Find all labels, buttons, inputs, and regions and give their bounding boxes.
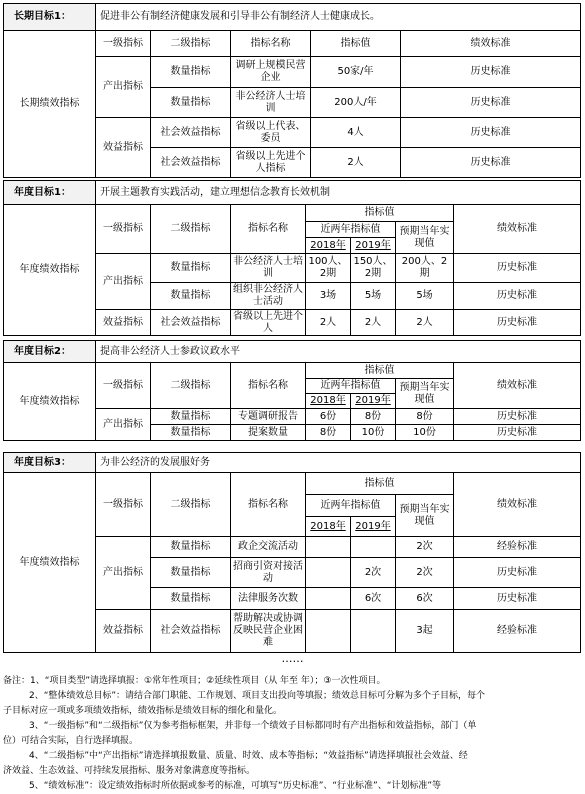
table-cell: 社会效益指标 bbox=[151, 610, 231, 653]
col-indicator-name: 指标名称 bbox=[231, 363, 306, 409]
benefit-label: 效益指标 bbox=[96, 310, 151, 336]
col-recent: 近两年指标值 bbox=[306, 379, 396, 394]
perf-label: 年度绩效指标 bbox=[4, 363, 96, 441]
table-cell: 2人 bbox=[306, 310, 351, 336]
table-cell: 3场 bbox=[306, 283, 351, 310]
table-cell: 招商引资对接活动 bbox=[231, 558, 306, 588]
footnote-line: 3、“一级指标”和“二级指标”仅为参考指标框架，并非每一个绩效子目标都同时有产出指标和效益指标，部门（单 bbox=[29, 721, 477, 731]
table-cell: 历史标准 bbox=[401, 118, 581, 148]
table-cell: 历史标准 bbox=[454, 558, 581, 588]
output-label: 产出指标 bbox=[96, 409, 151, 441]
col-expected: 预期当年实现值 bbox=[396, 379, 454, 409]
col-2019: 2019年 bbox=[351, 238, 396, 254]
col-indicator-value: 指标值 bbox=[306, 363, 454, 379]
benefit-label: 效益指标 bbox=[96, 118, 151, 178]
col-expected: 预期当年实现值 bbox=[396, 222, 454, 254]
col-level2: 二级指标 bbox=[151, 31, 231, 57]
table-cell: 10份 bbox=[396, 425, 454, 441]
table-cell bbox=[351, 610, 396, 653]
table-cell: 省级以上代表、委员 bbox=[231, 118, 311, 148]
col-2018: 2018年 bbox=[306, 394, 351, 409]
table-cell: 历史标准 bbox=[454, 409, 581, 425]
table-cell: 历史标准 bbox=[454, 254, 581, 283]
table-cell: 8份 bbox=[306, 425, 351, 441]
perf-label: 长期绩效指标 bbox=[4, 31, 96, 178]
table-cell: 历史标准 bbox=[454, 588, 581, 610]
goal-label: 年度目标2： bbox=[4, 341, 96, 363]
table-cell: 历史标准 bbox=[401, 88, 581, 118]
col-level2: 二级指标 bbox=[151, 473, 231, 537]
table-cell: 数量指标 bbox=[151, 57, 231, 88]
table-cell: 6次 bbox=[396, 588, 454, 610]
table-cell bbox=[306, 588, 351, 610]
goal-text: 提高非公经济人士参政议政水平 bbox=[96, 341, 581, 363]
col-indicator-name: 指标名称 bbox=[231, 31, 311, 57]
table-cell: 5场 bbox=[396, 283, 454, 310]
goal-text: 开展主题教育实践活动，建立理想信念教育长效机制 bbox=[96, 181, 581, 205]
footnote-line: 子目标对应一项或多项绩效指标，绩效指标是绩效目标的细化和量化。 bbox=[3, 706, 283, 716]
col-2018: 2018年 bbox=[306, 238, 351, 254]
goal-label: 长期目标1： bbox=[4, 4, 96, 31]
table-cell: 数量指标 bbox=[151, 558, 231, 588]
output-label: 产出指标 bbox=[96, 254, 151, 310]
col-level1: 一级指标 bbox=[96, 363, 151, 409]
table-cell: 历史标准 bbox=[454, 425, 581, 441]
col-indicator-value: 指标值 bbox=[311, 31, 401, 57]
goal-label: 年度目标1： bbox=[4, 181, 96, 205]
col-standard: 绩效标准 bbox=[454, 205, 581, 254]
table-cell: 数量指标 bbox=[151, 254, 231, 283]
col-2019: 2019年 bbox=[351, 394, 396, 409]
footnote-line: 2、“整体绩效总目标”：请结合部门职能、工作规划、项目支出投向等填报；绩效总目标可分解为多个子目标，每个 bbox=[29, 691, 486, 701]
col-2018: 2018年 bbox=[306, 517, 351, 537]
table-cell bbox=[351, 537, 396, 558]
table-cell: 数量指标 bbox=[151, 88, 231, 118]
table-cell: 4人 bbox=[311, 118, 401, 148]
col-level2: 二级指标 bbox=[151, 363, 231, 409]
table-cell: 社会效益指标 bbox=[151, 118, 231, 148]
table-cell: 150人、2期 bbox=[351, 254, 396, 283]
annual-goal-1-table bbox=[3, 180, 581, 336]
goal-text: 为非公经济的发展服好务 bbox=[96, 453, 581, 473]
col-expected: 预期当年实现值 bbox=[396, 495, 454, 537]
table-cell: 法律服务次数 bbox=[231, 588, 306, 610]
table-cell bbox=[306, 610, 351, 653]
table-cell: 8份 bbox=[351, 409, 396, 425]
goal-text: 促进非公有制经济健康发展和引导非公有制经济人士健康成长。 bbox=[96, 4, 581, 31]
table-cell: 数量指标 bbox=[151, 425, 231, 441]
long-term-table bbox=[3, 3, 581, 178]
table-cell: 非公经济人士培训 bbox=[231, 254, 306, 283]
table-cell: 3起 bbox=[396, 610, 454, 653]
benefit-label: 效益指标 bbox=[96, 610, 151, 653]
col-level1: 一级指标 bbox=[96, 31, 151, 57]
table-cell: 历史标准 bbox=[401, 57, 581, 88]
footnote-line: 位）可结合实际，自行选择填报。 bbox=[3, 736, 139, 746]
table-cell: 200人/年 bbox=[311, 88, 401, 118]
col-standard: 绩效标准 bbox=[454, 473, 581, 537]
table-cell: 2人 bbox=[351, 310, 396, 336]
col-level2: 二级指标 bbox=[151, 205, 231, 254]
perf-label: 年度绩效指标 bbox=[4, 473, 96, 653]
col-indicator-name: 指标名称 bbox=[231, 473, 306, 537]
ellipsis: …… bbox=[281, 652, 304, 665]
table-cell: 8份 bbox=[396, 409, 454, 425]
table-cell: 50家/年 bbox=[311, 57, 401, 88]
footnotes bbox=[3, 674, 583, 794]
table-cell: 省级以上先进个人 bbox=[231, 310, 306, 336]
table-cell: 2次 bbox=[396, 537, 454, 558]
table-cell: 调研上规模民营企业 bbox=[231, 57, 311, 88]
col-standard: 绩效标准 bbox=[401, 31, 581, 57]
table-cell: 非公经济人士培训 bbox=[231, 88, 311, 118]
footnote-line: 济效益、生态效益、可持续发展指标、服务对象满意度等指标。 bbox=[3, 766, 256, 776]
table-cell: 200人、2期 bbox=[396, 254, 454, 283]
table-cell: 省级以上先进个人指标 bbox=[231, 148, 311, 178]
table-cell: 社会效益指标 bbox=[151, 310, 231, 336]
table-cell: 数量指标 bbox=[151, 283, 231, 310]
table-cell: 数量指标 bbox=[151, 409, 231, 425]
table-cell: 10份 bbox=[351, 425, 396, 441]
col-recent: 近两年指标值 bbox=[306, 495, 396, 517]
annual-goal-2-table bbox=[3, 340, 581, 441]
footnote-line: 4、“二级指标”中“产出指标”请选择填报数量、质量、时效、成本等指标；“效益指标”请选择填报社会效益、经 bbox=[29, 751, 468, 761]
annual-goal-3-table bbox=[3, 452, 581, 653]
table-cell: 数量指标 bbox=[151, 537, 231, 558]
table-cell: 历史标准 bbox=[401, 148, 581, 178]
table-cell: 6次 bbox=[351, 588, 396, 610]
table-cell: 帮助解决或协调反映民营企业困难 bbox=[231, 610, 306, 653]
table-cell: 经验标准 bbox=[454, 537, 581, 558]
table-cell: 专题调研报告 bbox=[231, 409, 306, 425]
table-cell: 2次 bbox=[396, 558, 454, 588]
table-cell: 历史标准 bbox=[454, 283, 581, 310]
col-indicator-name: 指标名称 bbox=[231, 205, 306, 254]
table-cell: 2人 bbox=[311, 148, 401, 178]
table-cell: 2人 bbox=[396, 310, 454, 336]
table-cell: 6份 bbox=[306, 409, 351, 425]
table-cell: 5场 bbox=[351, 283, 396, 310]
output-label: 产出指标 bbox=[96, 537, 151, 610]
perf-label: 年度绩效指标 bbox=[4, 205, 96, 336]
table-cell: 社会效益指标 bbox=[151, 148, 231, 178]
table-cell: 组织非公经济人士活动 bbox=[231, 283, 306, 310]
table-cell bbox=[306, 537, 351, 558]
table-cell: 历史标准 bbox=[454, 310, 581, 336]
output-label: 产出指标 bbox=[96, 57, 151, 118]
table-cell: 2次 bbox=[351, 558, 396, 588]
col-level1: 一级指标 bbox=[96, 205, 151, 254]
table-cell: 数量指标 bbox=[151, 588, 231, 610]
footnote-line: 5、“绩效标准”：设定绩效指标时所依据或参考的标准，可填写“历史标准”、“行业标准”、“计划标准”等 bbox=[29, 781, 442, 791]
goal-label: 年度目标3： bbox=[4, 453, 96, 473]
table-cell: 提案数量 bbox=[231, 425, 306, 441]
table-cell bbox=[306, 558, 351, 588]
table-cell: 经验标准 bbox=[454, 610, 581, 653]
col-recent: 近两年指标值 bbox=[306, 222, 396, 238]
footnote-line: 备注：1、“项目类型”请选择填报：①常年性项目；②延续性项目（从 年至 年）；③一次性项目。 bbox=[3, 676, 386, 686]
table-cell: 100人、2期 bbox=[306, 254, 351, 283]
table-cell: 政企交流活动 bbox=[231, 537, 306, 558]
col-2019: 2019年 bbox=[351, 517, 396, 537]
col-indicator-value: 指标值 bbox=[306, 473, 454, 495]
col-indicator-value: 指标值 bbox=[306, 205, 454, 222]
col-level1: 一级指标 bbox=[96, 473, 151, 537]
col-standard: 绩效标准 bbox=[454, 363, 581, 409]
